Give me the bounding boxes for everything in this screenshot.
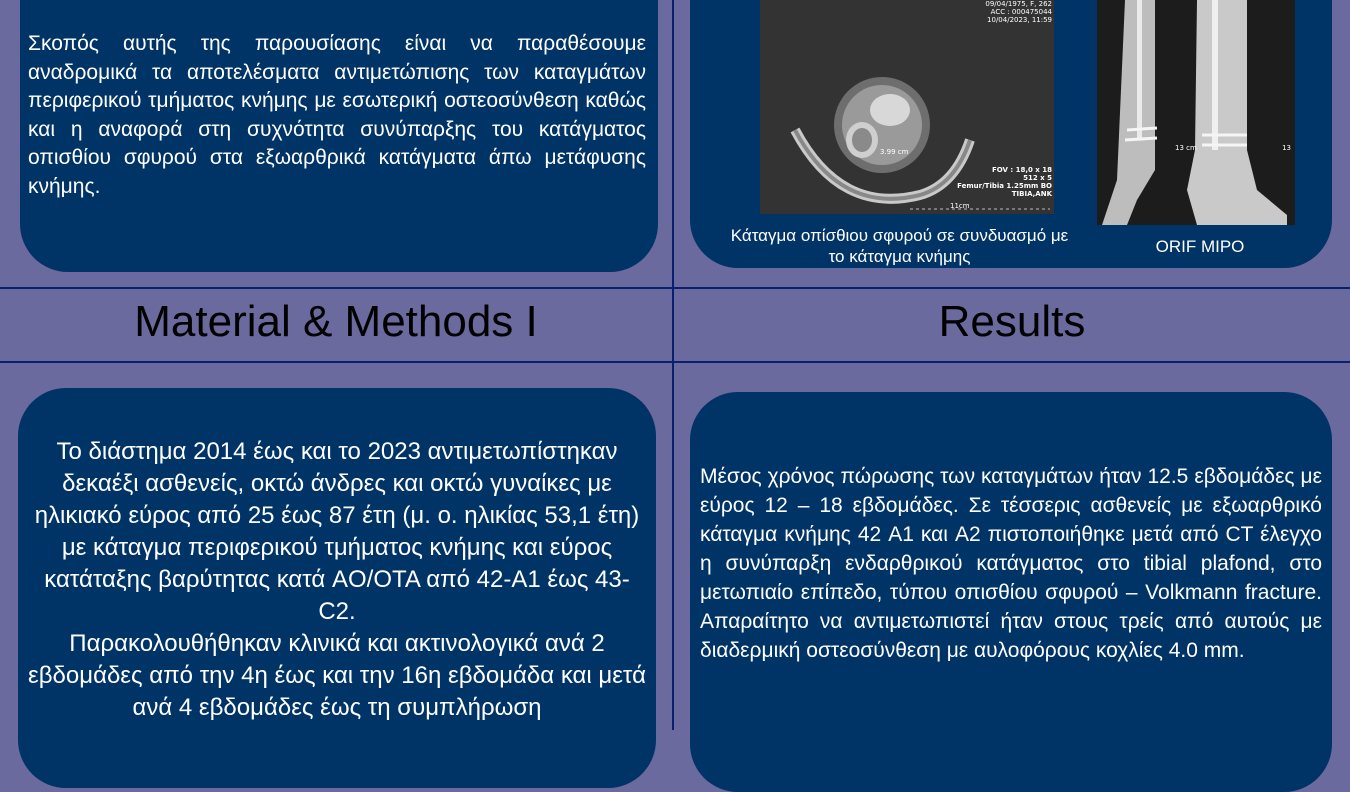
methods-paragraph-2: Παρακολουθήθηκαν κλινικά και ακτινολογικά ανά 2 εβδομάδες από την 4η έως και την 16η εβδομάδα και μετά ανά 4 εβδομάδες έως τη συμπλήρωση: [28, 630, 646, 721]
xray-right-label: 13: [1282, 144, 1291, 152]
results-panel: [690, 392, 1332, 792]
results-heading: Results: [938, 297, 1086, 346]
results-text: Μέσος χρόνος πώρωσης των καταγμάτων ήταν 12.5 εβδομάδες με εύρος 12 – 18 εβδομάδες. Σε τέσσερις ασθενείς με εξωαρθρικό κάταγμα κνήμης 42 A1 και A2 πιστοποιήθηκε μετά από CT έλεγχο η συνύπαρξη ενδαρθρικού κατάγματος στο tibial plafond, στο μετωπιαίο επίπεδο, τύπου οπισθίου σφυρού – Volkmann fracture. Απαραίτητο να αντιμετωπιστεί ήταν στους τρείς από αυτούς με διαδερμική οστεοσύνθεση με αυλοφόρους κοχλίες 4.0 mm.: [700, 465, 1322, 662]
xray-left-label: 13 cm: [1175, 144, 1197, 152]
ct-overlay-line-1: 09/04/1975, F, 262: [985, 0, 1052, 8]
intro-text: Σκοπός αυτής της παρουσίασης είναι να παραθέσουμε αναδρομικά τα αποτελέσματα αντιμετώπισης των καταγμάτων περιφερικού τμήματος κνήμης με εσωτερική οστεοσύνθεση καθώς και η αναφορά στη συχνότητα συνύπαρξης του κατάγματος οπισθίου σφυρού στα εξωαρθρικά κατάγματα άπω μετάφυσης κνήμης.: [28, 32, 646, 198]
xray-image: [1097, 0, 1295, 225]
ct-fov-line-4: TIBIA,ANK: [1011, 190, 1052, 198]
methods-paragraph-1: Το διάστημα 2014 έως και το 2023 αντιμετωπίστηκαν δεκαέξι ασθενείς, οκτώ άνδρες και οκτώ γυναίκες με ηλικιακό εύρος από 25 έως 87 έτη (μ. ο. ηλικίας 53,1 έτη) με κάταγμα περιφερικού τμήματος κνήμης και εύρος κατάταξης βαρύτητας κατά AO/OTA από 42-A1 έως 43-C2.: [34, 438, 640, 625]
methods-heading: Material & Methods I: [134, 297, 538, 346]
xray-drawing: [1097, 0, 1295, 225]
ct-fov-line-2: 512 x 5: [1023, 174, 1052, 182]
ct-measure-label: 3.99 cm: [880, 148, 909, 156]
methods-panel: [18, 388, 656, 788]
ct-overlay-line-2: ACC : 000475044: [990, 8, 1052, 16]
vertical-divider: [672, 0, 674, 730]
ct-overlay-top: [985, 0, 1052, 24]
horizontal-divider-top: [0, 287, 1350, 289]
intro-panel: [20, 0, 658, 272]
ct-overlay-line-3: 10/04/2023, 11:59: [987, 16, 1052, 24]
ct-caption: Κάταγμα οπίσθιου σφυρού σε συνδυασμό με το κάταγμα κνήμης: [730, 226, 1069, 267]
xray-caption: ORIF MIPO: [1155, 237, 1245, 256]
ct-overlay-fov: [957, 166, 1052, 198]
ct-scan-image: [760, 0, 1054, 214]
ct-fov-line-1: FOV : 18,0 x 18: [991, 166, 1052, 174]
ct-scale-label: 11cm: [950, 202, 970, 210]
horizontal-divider-bottom: [0, 361, 1350, 363]
ct-fov-line-3: Femur/Tibia 1.25mm BO: [957, 182, 1052, 190]
